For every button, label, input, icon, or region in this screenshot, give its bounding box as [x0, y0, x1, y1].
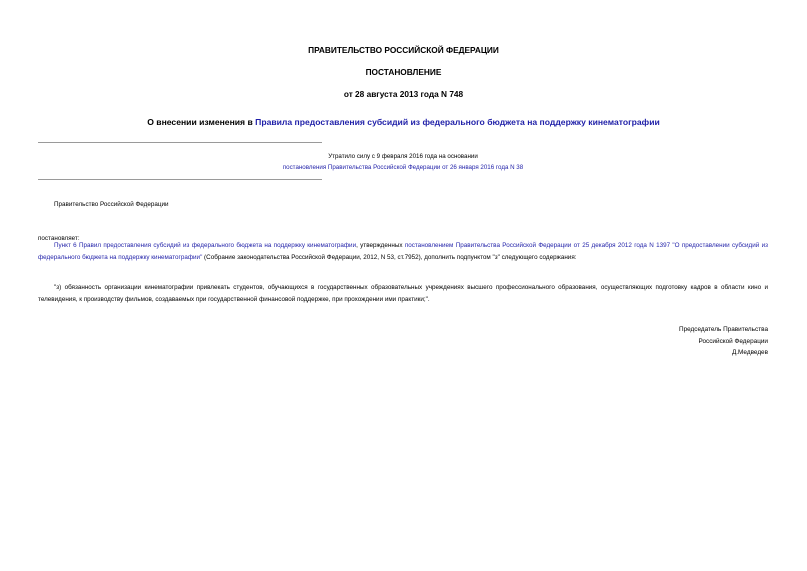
amended-rules-link[interactable]: Правила предоставления субсидий из федерального бюджета на поддержку кинематографии	[255, 117, 660, 127]
document-title-prefix: О внесении изменения в	[147, 117, 256, 127]
document-title	[0, 117, 807, 127]
top-divider	[38, 142, 322, 143]
resolves-text: постановляет:	[38, 235, 80, 242]
signature-country: Российской Федерации	[698, 337, 768, 345]
bottom-divider	[38, 179, 322, 180]
decree-1397-link[interactable]: постановлением Правительства Российской Федерации от 25 декабря 2012 года N 1397 "О предоставлении субсидий из федерального бюджета на поддержку кинематографии"	[38, 242, 768, 261]
document-type: ПОСТАНОВЛЕНИЕ	[365, 67, 442, 77]
document-date-number: от 28 августа 2013 года N 748	[343, 89, 464, 99]
clause-text-2: (Собрание законодательства Российской Федерации, 2012, N 53, ст.7952), дополнить подпунктом "з" следующего содержания:	[202, 253, 577, 261]
status-note-line1: Утратило силу с 9 февраля 2016 года на основании	[328, 153, 478, 160]
signature-name: Д.Медведев	[731, 349, 768, 356]
clause-point6-link[interactable]: Пункт 6 Правил предоставления субсидий из федерального бюджета на поддержку кинематографии	[54, 242, 357, 249]
quoted-subclause: "з) обязанность организации кинематографии привлекать студентов, обучающихся в государственных образовательных учреждениях высшего профессионального образования, осуществляющих подготовку кадров в области кино и телевидения, к производству фильмов, создаваемых при государственной финансовой поддержке, при прохождении ими практики;".	[38, 284, 768, 303]
signature-block	[679, 324, 768, 359]
repeal-decree-link[interactable]: постановления Правительства Российской Федерации от 26 января 2016 года N 38	[282, 164, 524, 171]
clause-paragraph	[38, 240, 768, 263]
intro-text: Правительство Российской Федерации	[54, 201, 169, 208]
signature-position: Председатель Правительства	[679, 326, 768, 333]
clause-text-1: , утвержденных	[356, 242, 405, 249]
government-name: ПРАВИТЕЛЬСТВО РОССИЙСКОЙ ФЕДЕРАЦИИ	[308, 45, 499, 55]
